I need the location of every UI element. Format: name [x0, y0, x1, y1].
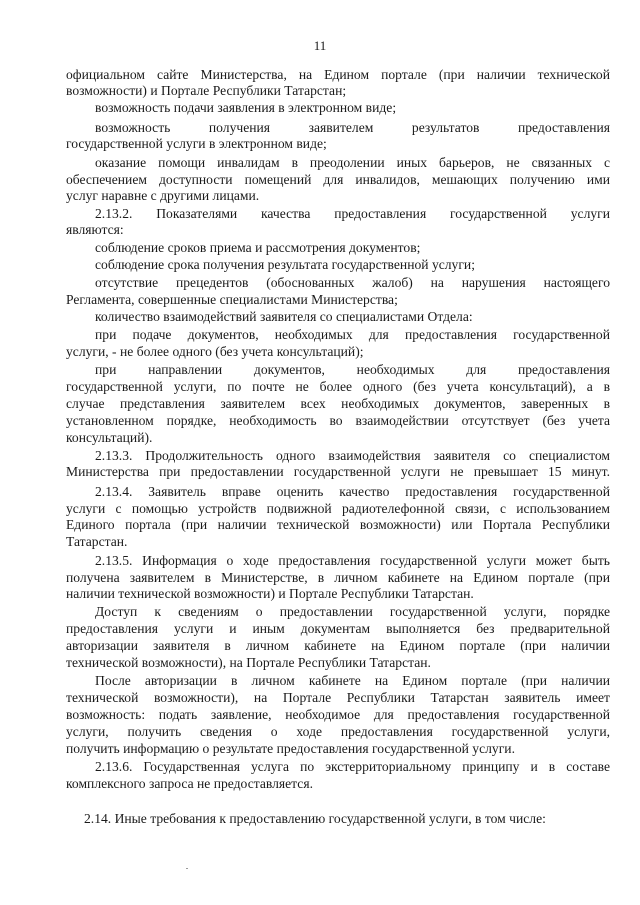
text-line: соблюдение срока получения результата государственной услуги;: [95, 257, 475, 272]
text-line: являются:: [66, 222, 124, 237]
text-line: технической возможности), на Портале Республики Татарстан заявитель имеет: [66, 690, 610, 705]
text-line: услуг наравне с другими лицами.: [66, 188, 260, 203]
text-line: официальном сайте Министерства, на Едином портале (при наличии технической: [66, 67, 610, 82]
text-line: возможность получения заявителем результатов предоставления: [95, 120, 610, 135]
text-line: 2.13.3. Продолжительность одного взаимодействия заявителя со специалистом: [95, 448, 610, 463]
text-line: оказание помощи инвалидам в преодолении иных барьеров, не связанных с: [95, 155, 610, 170]
text-line: Регламента, совершенные специалистами Министерства;: [66, 292, 398, 307]
text-line: авторизации заявителя в личном кабинете на Едином портале (при наличии: [66, 638, 610, 653]
text-line: количество взаимодействий заявителя со специалистами Отдела:: [95, 309, 473, 324]
text-line: отсутствие прецедентов (обоснованных жалоб) на нарушения настоящего: [95, 275, 610, 290]
text-line: услуги, получить сведения о ходе предоставления государственной услуги,: [66, 724, 610, 739]
text-line: обеспечением доступности помещений для инвалидов, мешающих получению ими: [66, 172, 610, 187]
text-line: Министерства при предоставлении государственной услуги не превышает 15 минут.: [66, 464, 610, 479]
text-line: предоставления услуги и иным документам выполняется без предварительной: [66, 621, 610, 636]
text-line: Доступ к сведениям о предоставлении государственной услуги, порядке: [95, 604, 610, 619]
text-line: консультаций).: [66, 430, 153, 445]
text-line: соблюдение сроков приема и рассмотрения документов;: [95, 240, 421, 255]
text-line: После авторизации в личном кабинете на Едином портале (при наличии: [95, 673, 610, 688]
text-line: возможность подачи заявления в электронном виде;: [95, 100, 397, 115]
scan-speck: [186, 868, 188, 869]
text-line: случае представления заявителем всех необходимых документов, заверенных в: [66, 396, 610, 411]
page-number: 11: [313, 38, 327, 53]
text-line: установленном порядке, необходимость во взаимодействии отсутствует (без учета: [66, 413, 610, 428]
text-line: 2.13.4. Заявитель вправе оценить качество предоставления государственной: [95, 484, 610, 499]
text-line: возможности) и Портале Республики Татарстан;: [66, 83, 347, 98]
text-line: услуги с помощью устройств подвижной радиотелефонной связи, с использованием: [66, 501, 610, 516]
text-line: услуги, - не более одного (без учета консультаций);: [66, 344, 364, 359]
section-heading: 2.14. Иные требования к предоставлению государственной услуги, в том числе:: [84, 811, 546, 826]
text-line: при направлении документов, необходимых для предоставления: [95, 362, 610, 377]
text-line: возможность: подать заявление, необходимое для предоставления государственной: [66, 707, 610, 722]
text-line: технической возможности), на Портале Республики Татарстан.: [66, 655, 431, 670]
text-line: наличии технической возможности) и Портале Республики Татарстан.: [66, 586, 474, 601]
text-line: комплексного запроса не предоставляется.: [66, 776, 313, 791]
text-line: получена заявителем в Министерстве, в личном кабинете на Едином портале (при: [66, 570, 610, 585]
text-line: 2.13.5. Информация о ходе предоставления государственной услуги может быть: [95, 553, 610, 568]
text-line: 2.13.2. Показателями качества предоставления государственной услуги: [95, 206, 610, 221]
text-line: государственной услуги, по почте не более одного (без учета консультаций), а в: [66, 379, 610, 394]
text-line: при подаче документов, необходимых для предоставления государственной: [95, 327, 610, 342]
text-line: 2.13.6. Государственная услуга по экстерриториальному принципу и в составе: [95, 759, 610, 774]
text-line: государственной услуги в электронном виде;: [66, 136, 327, 151]
text-line: Татарстан.: [66, 534, 128, 549]
text-line: получить информацию о результате предоставления государственной услуги.: [66, 741, 515, 756]
text-line: Единого портала (при наличии технической возможности) или Портала Республики: [66, 517, 610, 532]
